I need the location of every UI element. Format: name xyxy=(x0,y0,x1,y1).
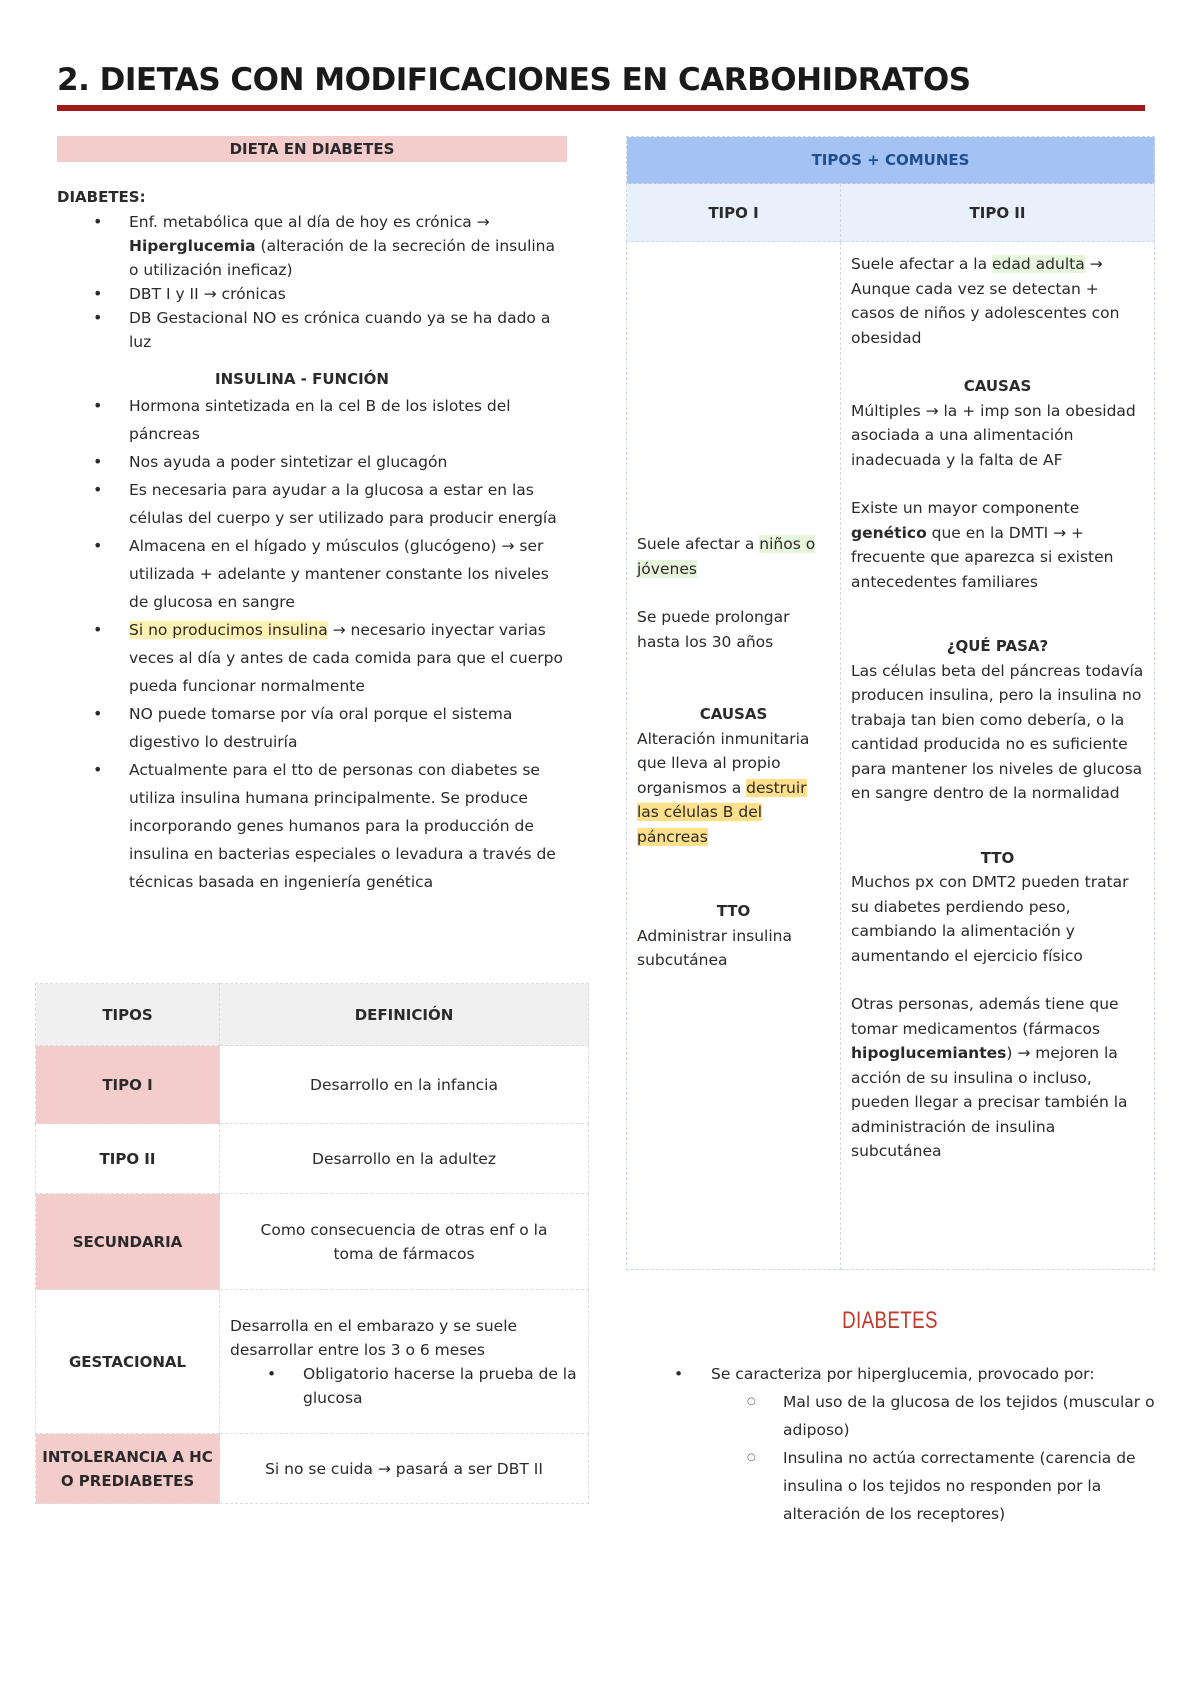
type2-what: Las células beta del páncreas todavía producen insulina, pero la insulina no trabaja tan bien como debería, o la cantidad producida no es suficiente para mantener los niveles de glucosa en sangre dentro de la normalidad xyxy=(851,661,1144,802)
list-item: • NO puede tomarse por vía oral porque el sistema digestivo lo destruiría xyxy=(57,700,567,756)
type-name: TIPO II xyxy=(36,1124,220,1194)
section-header: DIETA EN DIABETES xyxy=(57,136,567,162)
type-definition: Desarrolla en el embarazo y se suele desarrollar entre los 3 o 6 meses • Obligatorio hacerse la prueba de la glucosa xyxy=(220,1290,589,1434)
diabetes-summary-list xyxy=(660,1360,1160,1528)
common-types-table xyxy=(626,136,1155,1270)
type2-treatment-heading: TTO xyxy=(980,848,1015,867)
type2-age: Suele afectar a la edad adulta → Aunque cada vez se detectan + casos de niños y adolescentes con obesidad xyxy=(851,255,1120,347)
type-definition: Como consecuencia de otras enf o la toma de fármacos xyxy=(220,1194,589,1290)
column-header: TIPO II xyxy=(841,184,1155,242)
list-item: • Nos ayuda a poder sintetizar el glucagón xyxy=(57,448,567,476)
diet-diabetes-section xyxy=(57,136,567,896)
page-title: 2. DIETAS CON MODIFICACIONES EN CARBOHIDRATOS xyxy=(57,62,971,98)
list-item: • Hormona sintetizada en la cel B de los islotes del páncreas xyxy=(57,392,567,448)
type-definition: Desarrollo en la adultez xyxy=(220,1124,589,1194)
type1-cell xyxy=(627,242,841,1270)
table-row xyxy=(36,1290,589,1434)
type1-treatment: Administrar insulina subcutánea xyxy=(637,926,792,969)
list-item: • DBT I y II → crónicas xyxy=(57,282,567,306)
column-header: TIPOS xyxy=(36,984,220,1046)
type2-genetic: Existe un mayor componente genético que en la DMTI → + frecuente que aparezca si existen antecedentes familiares xyxy=(851,499,1114,591)
list-item: • Si no producimos insulina → necesario inyectar varias veces al día y antes de cada comida para que el cuerpo pueda funcionar normalmente xyxy=(57,616,567,700)
type2-causes: Múltiples → la + imp son la obesidad asociada a una alimentación inadecuada y la falta de AF xyxy=(851,401,1136,469)
list-item: • Almacena en el hígado y músculos (glucógeno) → ser utilizada + adelante y mantener constante los niveles de glucosa en sangre xyxy=(57,532,567,616)
type-name: SECUNDARIA xyxy=(36,1194,220,1290)
insulina-heading: INSULINA - FUNCIÓN xyxy=(215,370,389,388)
type1-prolong: Se puede prolongar hasta los 30 años xyxy=(637,608,790,651)
list-item: ○ Mal uso de la glucosa de los tejidos (muscular o adiposo) xyxy=(660,1388,1160,1444)
list-item: • Enf. metabólica que al día de hoy es crónica → Hiperglucemia (alteración de la secreción de insulina o utilización ineficaz) xyxy=(57,210,567,282)
table-title: TIPOS + COMUNES xyxy=(627,137,1155,184)
diabetes-title: DIABETES xyxy=(842,1307,938,1334)
type1-age: Suele afectar a niños o jóvenes xyxy=(637,535,816,578)
title-underline xyxy=(57,105,1145,111)
type1-causes: Alteración inmunitaria que lleva al propio organismos a destruir las células B del páncreas xyxy=(637,729,810,846)
type-name: TIPO I xyxy=(36,1046,220,1124)
type1-causes-heading: CAUSAS xyxy=(699,705,768,723)
type-name: GESTACIONAL xyxy=(36,1290,220,1434)
type2-causes-heading: CAUSAS xyxy=(963,377,1032,395)
table-header-row xyxy=(36,984,589,1046)
column-header: TIPO I xyxy=(627,184,841,242)
type1-treatment-heading: TTO xyxy=(716,902,751,920)
type2-what-heading: ¿QUÉ PASA? xyxy=(946,637,1049,655)
type2-treatment-more: Otras personas, además tiene que tomar medicamentos (fármacos hipoglucemiantes) → mejoren la acción de su insulina o incluso, pueden llegar a precisar también la administración de insulina subcutánea xyxy=(851,995,1128,1160)
diabetes-list xyxy=(57,210,567,354)
table-row xyxy=(36,1124,589,1194)
list-item: • Actualmente para el tto de personas con diabetes se utiliza insulina humana principalmente. Se produce incorporando genes humanos para la producción de insulina en bacterias especiales o levadura a través de técnicas basada en ingeniería genética xyxy=(57,756,567,896)
column-header: DEFINICIÓN xyxy=(220,984,589,1046)
type2-cell xyxy=(841,242,1155,1270)
list-item: ○ Insulina no actúa correctamente (carencia de insulina o los tejidos no responden por la alteración de los receptores) xyxy=(660,1444,1160,1528)
table-row xyxy=(36,1434,589,1504)
diabetes-label: DIABETES: xyxy=(57,188,146,206)
list-item: • DB Gestacional NO es crónica cuando ya se ha dado a luz xyxy=(57,306,567,354)
table-row xyxy=(36,1046,589,1124)
insulina-list xyxy=(57,392,567,896)
type-definition: Si no se cuida → pasará a ser DBT II xyxy=(220,1434,589,1504)
table-row xyxy=(36,1194,589,1290)
list-item: • Se caracteriza por hiperglucemia, provocado por: xyxy=(660,1360,1160,1388)
type-name: INTOLERANCIA A HC O PREDIABETES xyxy=(36,1434,220,1504)
list-item: • Es necesaria para ayudar a la glucosa a estar en las células del cuerpo y ser utilizado para producir energía xyxy=(57,476,567,532)
type2-treatment: Muchos px con DMT2 pueden tratar su diabetes perdiendo peso, cambiando la alimentación y aumentando el ejercicio físico xyxy=(851,873,1129,965)
diabetes-types-table xyxy=(35,983,589,1504)
list-item: • Obligatorio hacerse la prueba de la glucosa xyxy=(230,1362,578,1410)
type-definition: Desarrollo en la infancia xyxy=(220,1046,589,1124)
